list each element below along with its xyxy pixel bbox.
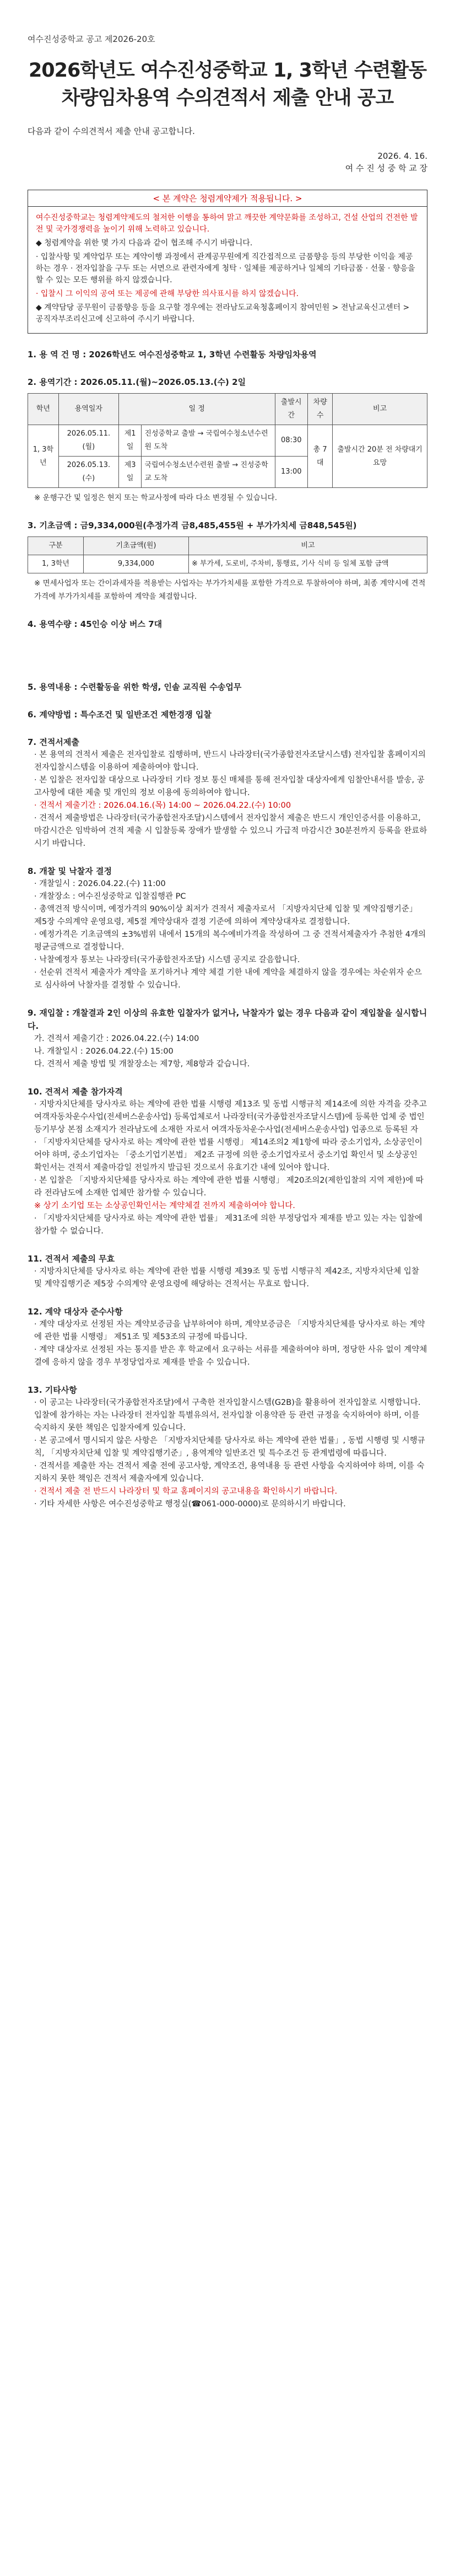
section-11-heading: 11. 견적서 제출의 무효 [28,1254,115,1264]
section-8-item: · 개찰일시 : 2026.04.22.(수) 11:00 [34,879,166,888]
section-10-item: · 「지방자치단체를 당사자로 하는 계약에 관한 법률 시행령」 제14조의2 제1항에 따라 중소기업자, 소상공인이어야 하며, 중소기업자는 「중소기업기본법」 제2조 규정에 의한 중소기업자로서 중소기업 확인서 및 소상공인 확인서는 견적서 제출마감일 전일까지 발급된 것으로서 유효기간 내에 있어야 합니다. [34,1138,422,1172]
col-type: 구분 [28,537,84,555]
col-note: 비고 [333,394,427,425]
cell-day: 제1일 [118,425,142,457]
col-grade: 학년 [28,394,59,425]
section-2 [28,375,427,505]
section-11 [28,1252,427,1291]
integrity-box-title: < 본 계약은 청렴계약제가 적용됩니다. > [28,190,427,207]
section-5 [28,680,427,694]
schedule-header-row [28,394,427,425]
section-8-item: · 선순위 견적서 제출자가 계약을 포기하거나 계약 체결 기한 내에 계약을 체결하지 않을 경우에는 차순위자 순으로 심사하여 낙찰자를 결정할 수 있습니다. [34,968,422,990]
section-8-item: · 낙찰예정자 통보는 나라장터(국가종합전자조달) 시스템 공지로 갈음합니다. [34,956,300,964]
integrity-bullet-1: ◆ 청렴계약을 위한 몇 가지 다음과 같이 협조해 주시기 바랍니다. [36,239,253,248]
section-11-item: · 지방자치단체를 당사자로 하는 계약에 관한 법률 시행령 제39조 및 동법 시행규칙 제42조, 지방자치단체 입찰 및 계약집행기준 제5장 수의계약 운영요령에 해당하는 견적서는 무효로 합니다. [34,1267,419,1289]
col-remark: 비고 [189,537,427,555]
section-13-item: · 견적서를 제출한 자는 견적서 제출 전에 공고사항, 계약조건, 용역내용 등 관련 사항을 숙지하여야 하며, 이를 숙지하지 못한 책임은 견적서 제출자에게 있습니다. [34,1462,425,1483]
section-9-item: 나. 개찰일시 : 2026.04.22.(수) 15:00 [34,1047,174,1056]
section-8 [28,865,427,992]
section-8-heading: 8. 개찰 및 낙찰자 결정 [28,866,112,876]
cell-day: 제3일 [118,457,142,488]
section-1 [28,348,427,361]
section-13-item: · 본 공고에서 명시되지 않은 사항은 「지방자치단체를 당사자로 하는 계약에 관한 법률」, 동법 시행령 및 시행규칙, 「지방자치단체 입찰 및 계약집행기준」, 용역계약 일반조건 및 특수조건 등 관계법령에 따릅니다. [34,1436,425,1458]
section-6 [28,708,427,721]
cell-type: 1, 3학년 [28,555,84,573]
section-12-heading: 12. 계약 대상자 준수사항 [28,1307,123,1317]
section-10-item: · 지방자치단체를 당사자로 하는 계약에 관한 법률 시행령 제13조 및 동법 시행규칙 제14조에 의한 자격을 갖추고 여객자동차운수사업(전세버스운송사업) 등록업체로서 나라장터(국가종합전자조달시스템)에 등록한 업체 중 법인등기부상 본점 소재지가 전라남도에 소재한 자로서 여객자동차운수사업(전세버스운송사업) 업종으로 등록된 자 [34,1100,427,1134]
schedule-note: ※ 운행구간 및 일정은 현지 또는 학교사정에 따라 다소 변경될 수 있습니다. [34,493,277,502]
section-8-item: · 개찰장소 : 여수진성중학교 입찰집행관 PC [34,892,186,901]
section-10-item: · 「지방자치단체를 당사자로 하는 계약에 관한 법률」 제31조에 의한 부정당업자 제재를 받고 있는 자는 입찰에 참가할 수 없습니다. [34,1214,422,1236]
section-6-heading: 6. 계약방법 : 특수조건 및 일반조건 제한경쟁 입찰 [28,710,212,720]
section-10 [28,1085,427,1238]
col-base-amount: 기초금액(원) [84,537,189,555]
integrity-contract-box [28,190,427,334]
integrity-bullet-4: ◆ 계약담당 공무원이 금품향응 등을 요구할 경우에는 전라남도교육청홈페이지 참여민원 > 전남교육신고센터 > 공직자부조리신고에 신고하여 주시기 바랍니다. [36,303,410,324]
section-13-heading: 13. 기타사항 [28,1385,77,1395]
section-10-heading: 10. 견적서 제출 참가자격 [28,1087,123,1097]
notice-title-line1: 2026학년도 여수진성중학교 1, 3학년 수련활동 [28,60,427,82]
budget-header-row [28,537,427,555]
notice-date: 2026. 4. 16. [377,151,427,161]
section-9-heading: 9. 재입찰 : 개찰결과 2인 이상의 유효한 입찰자가 없거나, 낙찰자가 없는 경우 다음과 같이 재입찰을 실시합니다. [28,1008,427,1031]
section-9 [28,1006,427,1071]
section-3-heading: 3. 기초금액 : 금9,334,000원(추정가격 금8,485,455원 + 부가가치세 금848,545원) [28,520,357,530]
cell-time: 08:30 [275,425,307,457]
notice-number: 여수진성중학교 공고 제2026-20호 [28,34,155,44]
intro-text: 다음과 같이 수의견적서 제출 안내 공고합니다. [28,126,195,136]
section-12-item: · 계약 대상자로 선정된 자는 통지를 받은 후 학교에서 요구하는 서류를 제출하여야 하며, 정당한 사유 없이 계약체결에 응하지 않을 경우 부정당업자로 제재를 받을 수 있습니다. [34,1345,427,1367]
section-9-item: 가. 견적서 제출기간 : 2026.04.22.(수) 14:00 [34,1034,199,1043]
section-4 [28,618,427,631]
cell-route: 국립여수청소년수련원 출발 → 진성중학교 도착 [142,457,275,488]
date-signature [28,150,427,174]
col-date: 용역일자 [58,394,118,425]
col-departure: 출발시간 [275,394,307,425]
section-13-warning: · 견적서 제출 전 반드시 나라장터 및 학교 홈페이지의 공고내용을 확인하시기 바랍니다. [34,1487,338,1496]
notice-title-line2: 차량임차용역 수의견적서 제출 안내 공고 [61,87,394,109]
section-10-item: · 본 입찰은 「지방자치단체를 당사자로 하는 계약에 관한 법률 시행령」 제20조의2(제한입찰의 지역 제한)에 따라 전라남도에 소재한 업체만 참가할 수 있습니다. [34,1176,424,1198]
section-7-item: · 본 입찰은 전자입찰 대상으로 나라장터 기타 정보 통신 매체를 통해 전자입찰 대상자에게 임찰안내서를 발송, 공고사항에 대한 제출 및 개인의 정보 이용에 동의하여야 합니다. [34,776,425,797]
integrity-statement: 여수진성중학교는 청렴계약제도의 철저한 이행을 통하여 맑고 깨끗한 계약문화를 조성하고, 건설 산업의 건전한 발전 및 국가경쟁력을 높이기 위해 노력하고 있습니다. [36,213,418,234]
cell-remark: ※ 부가세, 도로비, 주차비, 통행료, 기사 식비 등 일체 포함 금액 [189,555,427,573]
integrity-bullet-3: · 입찰시 그 이익의 공여 또는 제공에 관해 부당한 의사표시를 하지 않겠습니다. [36,289,299,298]
section-7-item: · 견적서 제출방법은 나라장터(국가종합전자조달)시스템에서 전자입찰서 제출은 반드시 개인인증서를 이용하고, 마감시간은 임박하여 견적 제출 시 입찰등록 장애가 발생할 수 있으니 가급적 마감시간 30분전까지 등록을 완료하시기 바랍니다. [34,814,427,848]
cell-time: 13:00 [275,457,307,488]
section-7-heading: 7. 견적서제출 [28,737,79,747]
cell-note: 출발시간 20분 전 차량대기 요망 [333,425,427,488]
section-1-heading: 1. 용 역 건 명 : 2026학년도 여수진성중학교 1, 3학년 수련활동 차량임차용역 [28,350,317,359]
section-3 [28,519,427,603]
notice-title [28,57,427,112]
section-13 [28,1383,427,1511]
cell-grade: 1, 3학년 [28,425,59,488]
section-8-item: · 총액견적 방식이며, 예정가격의 90%이상 최저가 견적서 제출자로서 「지방자치단체 입찰 및 계약집행기준」 제5장 수의계약 운영요령, 제5절 계약상대자 결정 기준에 의하여 계약상대자로 결정합니다. [34,905,418,926]
cell-date: 2026.05.11.(월) [58,425,118,457]
section-2-heading: 2. 용역기간 : 2026.05.11.(월)~2026.05.13.(수) 2일 [28,377,246,387]
school-signature: 여 수 진 성 중 학 교 장 [345,163,427,173]
section-12 [28,1305,427,1369]
cell-route: 진성중학교 출발 → 국립여수청소년수련원 도착 [142,425,275,457]
section-7-item: · 본 용역의 견적서 제출은 전자입찰로 집행하며, 반드시 나라장터(국가종합전자조달시스템) 전자입찰 홈페이지의 전자입찰시스템을 이용하여 제출하여야 합니다. [34,750,426,772]
cell-date: 2026.05.13.(수) [58,457,118,488]
cell-amount: 9,334,000 [84,555,189,573]
section-13-item: · 기타 자세한 사항은 여수진성중학교 행정실(☎061-000-0000)로 문의하시기 바랍니다. [34,1500,346,1509]
table-row [28,555,427,573]
cell-buses: 총 7대 [308,425,333,488]
integrity-bullet-2: · 입찰사항 및 계약업무 또는 계약이행 과정에서 관계공무원에게 직간접적으로 금품향응 등의 부당한 이익을 제공하는 경우 · 전자입찰을 구두 또는 서면으로 관련자에게 청탁 · 일체를 제공하거나 일체의 기타금품 · 선물 · 향응을 할 수 있는 모든 행위를 하지 않겠습니다. [36,253,415,285]
budget-table [28,536,427,573]
section-7-deadline: · 견적서 제출기간 : 2026.04.16.(목) 14:00 ~ 2026.04.22.(수) 10:00 [34,801,291,810]
section-13-item: · 이 공고는 나라장터(국가종합전자조달)에서 구축한 전자입찰시스템(G2B)을 활용하여 전자입찰로 시행합니다. 입찰에 참가하는 자는 나라장터 전자입찰 특별유의서, 전자입찰 이용약관 등 관련 규정을 숙지하여야 하며, 이를 숙지하지 못한 책임은 입찰자에게 있습니다. [34,1398,421,1432]
section-5-heading: 5. 용역내용 : 수련활동을 위한 학생, 인솔 교직원 수송업무 [28,682,242,692]
section-10-warning: ※ 상기 소기업 또는 소상공인확인서는 계약체결 전까지 제출하여야 합니다. [34,1201,295,1210]
col-schedule: 일 정 [118,394,275,425]
integrity-box-body [28,207,427,333]
table-row [28,425,427,457]
section-9-item: 다. 견적서 제출 방법 및 개찰장소는 제7항, 제8항과 같습니다. [34,1060,250,1069]
section-12-item: · 계약 대상자로 선정된 자는 계약보증금을 납부하여야 하며, 계약보증금은 「지방자치단체를 당사자로 하는 계약에 관한 법률 시행령」 제51조 및 제53조의 규정에 따릅니다. [34,1320,425,1341]
col-buses: 차량수 [308,394,333,425]
section-8-item: · 예정가격은 기초금액의 ±3%범위 내에서 15개의 복수예비가격을 작성하여 그 중 견적서제출자가 추첨한 4개의 평균금액으로 결정합니다. [34,930,426,952]
schedule-table [28,393,427,488]
budget-note: ※ 면세사업자 또는 간이과세자를 적용받는 사업자는 부가가치세를 포함한 가격으로 투찰하여야 하며, 최종 계약시에 견적가격에 부가가치세를 포함하여 계약을 체결합니다. [34,579,426,601]
section-7 [28,736,427,850]
section-4-heading: 4. 용역수량 : 45인승 이상 버스 7대 [28,619,162,629]
